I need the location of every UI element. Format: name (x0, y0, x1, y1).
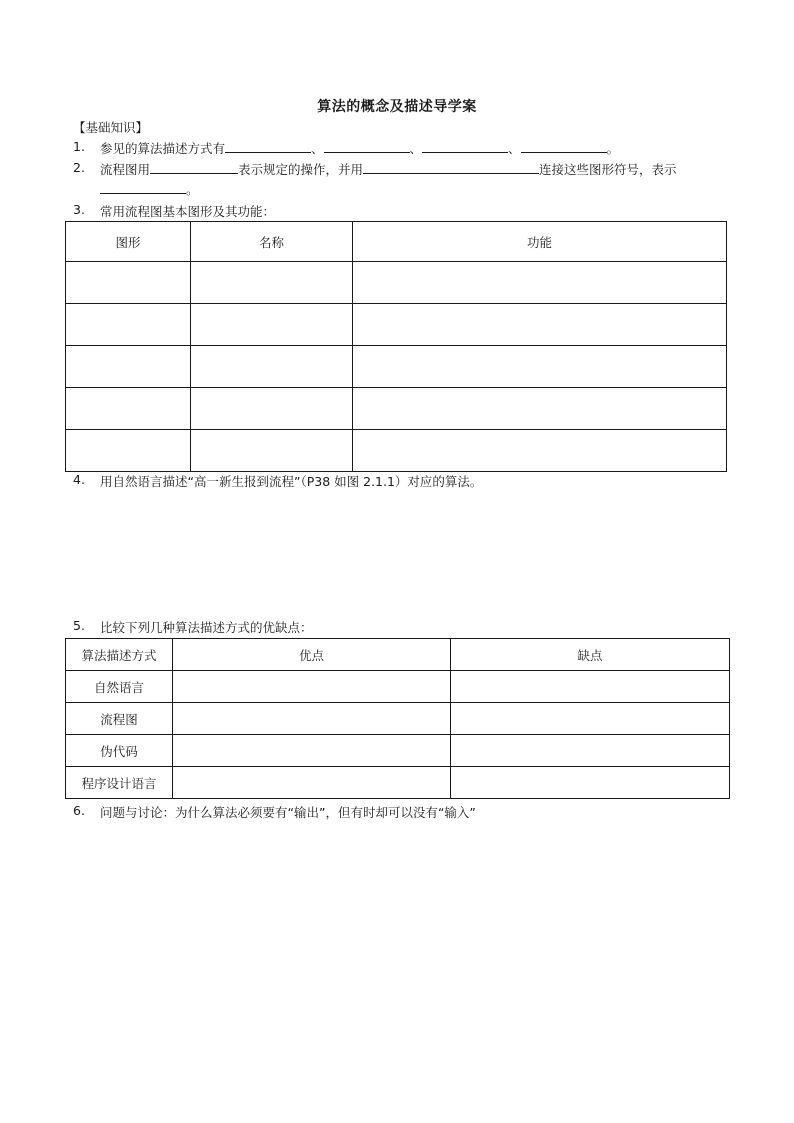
pros-cell[interactable] (173, 735, 451, 767)
shape-cell[interactable] (66, 304, 191, 346)
table-header-row (66, 222, 727, 262)
header-method: 算法描述方式 (66, 639, 173, 671)
function-cell[interactable] (353, 388, 727, 430)
q6-number: 6. (73, 803, 85, 818)
cons-cell[interactable] (451, 671, 730, 703)
header-function: 功能 (353, 222, 727, 262)
q2-line-1 (100, 160, 677, 178)
q2-text-a: 流程图用 (100, 162, 151, 177)
q2-number: 2. (73, 160, 85, 175)
table-row (66, 735, 730, 767)
shape-cell[interactable] (66, 430, 191, 472)
header-cons: 缺点 (451, 639, 730, 671)
table-row (66, 304, 727, 346)
pros-cell[interactable] (173, 671, 451, 703)
pros-cell[interactable] (173, 767, 451, 799)
q2-line-2 (100, 180, 199, 198)
method-label: 伪代码 (66, 735, 173, 767)
q2-blank-2[interactable] (363, 162, 539, 174)
table-row (66, 703, 730, 735)
q3-text: 常用流程图基本图形及其功能： (100, 204, 276, 219)
cons-cell[interactable] (451, 735, 730, 767)
q1-line (100, 139, 619, 157)
q1-blank-3[interactable] (422, 141, 508, 153)
q2-end: 。 (186, 182, 199, 197)
function-cell[interactable] (353, 304, 727, 346)
shape-cell[interactable] (66, 262, 191, 304)
function-cell[interactable] (353, 262, 727, 304)
name-cell[interactable] (191, 430, 353, 472)
q1-blank-2[interactable] (324, 141, 410, 153)
table-row (66, 346, 727, 388)
q1-number: 1. (73, 139, 85, 154)
table-row (66, 767, 730, 799)
page-title: 算法的概念及描述导学案 (317, 99, 477, 115)
q1-text: 参见的算法描述方式有 (100, 141, 226, 156)
name-cell[interactable] (191, 346, 353, 388)
method-label: 程序设计语言 (66, 767, 173, 799)
method-label: 流程图 (66, 703, 173, 735)
q2-text-b: 表示规定的操作，并用 (238, 162, 364, 177)
header-pros: 优点 (173, 639, 451, 671)
table-row (66, 388, 727, 430)
flowchart-symbols-table (65, 221, 727, 472)
q6-text: 问题与讨论：为什么算法必须要有“输出”，但有时却可以没有“输入” (100, 805, 476, 820)
q1-blank-1[interactable] (225, 141, 311, 153)
name-cell[interactable] (191, 388, 353, 430)
function-cell[interactable] (353, 430, 727, 472)
q5-number: 5. (73, 618, 85, 633)
cons-cell[interactable] (451, 703, 730, 735)
table-row (66, 430, 727, 472)
q3-number: 3. (73, 202, 85, 217)
q4-text: 用自然语言描述“高一新生报到流程”（P38 如图 2.1.1）对应的算法。 (100, 474, 483, 489)
q1-blank-4[interactable] (521, 141, 607, 153)
table-row (66, 671, 730, 703)
pros-cell[interactable] (173, 703, 451, 735)
header-shape: 图形 (66, 222, 191, 262)
q1-sep-1: 、 (311, 141, 324, 156)
q1-end: 。 (606, 141, 620, 156)
shape-cell[interactable] (66, 346, 191, 388)
q2-text-c: 连接这些图形符号，表示 (539, 162, 677, 177)
function-cell[interactable] (353, 346, 727, 388)
header-name: 名称 (191, 222, 353, 262)
table-header-row (66, 639, 730, 671)
q2-blank-1[interactable] (150, 162, 238, 174)
methods-comparison-table (65, 638, 730, 799)
shape-cell[interactable] (66, 388, 191, 430)
q2-blank-3[interactable] (100, 182, 186, 194)
name-cell[interactable] (191, 304, 353, 346)
q4-number: 4. (73, 472, 85, 487)
section-heading: 【基础知识】 (73, 120, 149, 135)
q1-sep-2: 、 (409, 141, 423, 156)
cons-cell[interactable] (451, 767, 730, 799)
q1-sep-3: 、 (508, 141, 521, 156)
table-row (66, 262, 727, 304)
method-label: 自然语言 (66, 671, 173, 703)
q5-text: 比较下列几种算法描述方式的优缺点： (100, 620, 313, 635)
name-cell[interactable] (191, 262, 353, 304)
